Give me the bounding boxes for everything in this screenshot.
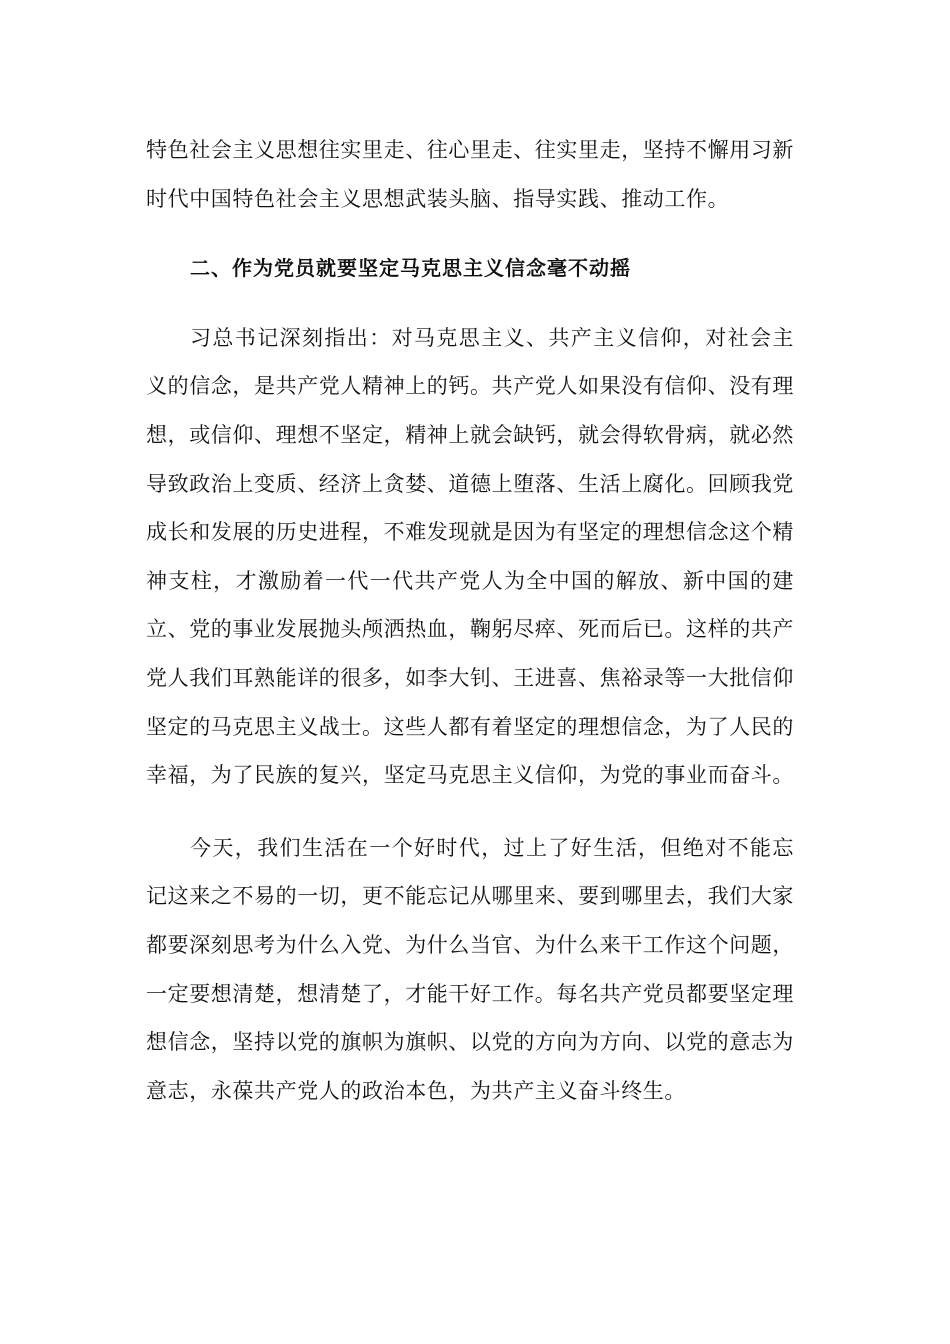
- body-paragraph-2: 今天，我们生活在一个好时代，过上了好生活，但绝对不能忘记这来之不易的一切，更不能忘记从哪里来、要到哪里去，我们大家都要深刻思考为什么入党、为什么当官、为什么来干工作这个问题，一定要想清楚，想清楚了，才能干好工作。每名共产党员都要坚定理想信念，坚持以党的旗帜为旗帜、以党的方向为方向、以党的意志为意志，永葆共产党人的政治本色，为共产主义奋斗终生。: [146, 835, 794, 1103]
- continuation-paragraph: 特色社会主义思想往实里走、往心里走、往实里走，坚持不懈用习新时代中国特色社会主义思想武装头脑、指导实践、推动工作。: [146, 138, 794, 211]
- body-paragraph-1: 习总书记深刻指出：对马克思主义、共产主义信仰，对社会主义的信念，是共产党人精神上的钙。共产党人如果没有信仰、没有理想，或信仰、理想不坚定，精神上就会缺钙，就会得软骨病，就必然导致政治上变质、经济上贪婪、道德上堕落、生活上腐化。回顾我党成长和发展的历史进程，不难发现就是因为有坚定的理想信念这个精神支柱，才激励着一代一代共产党人为全中国的解放、新中国的建立、党的事业发展抛头颅洒热血，鞠躬尽瘁、死而后已。这样的共产党人我们耳熟能详的很多，如李大钊、王进喜、焦裕录等一大批信仰坚定的马克思主义战士。这些人都有着坚定的理想信念，为了人民的幸福，为了民族的复兴，坚定马克思主义信仰，为党的事业而奋斗。: [146, 325, 794, 788]
- document-body: [146, 126, 794, 1115]
- section-heading: 二、作为党员就要坚定马克思主义信念毫不动摇: [190, 256, 631, 281]
